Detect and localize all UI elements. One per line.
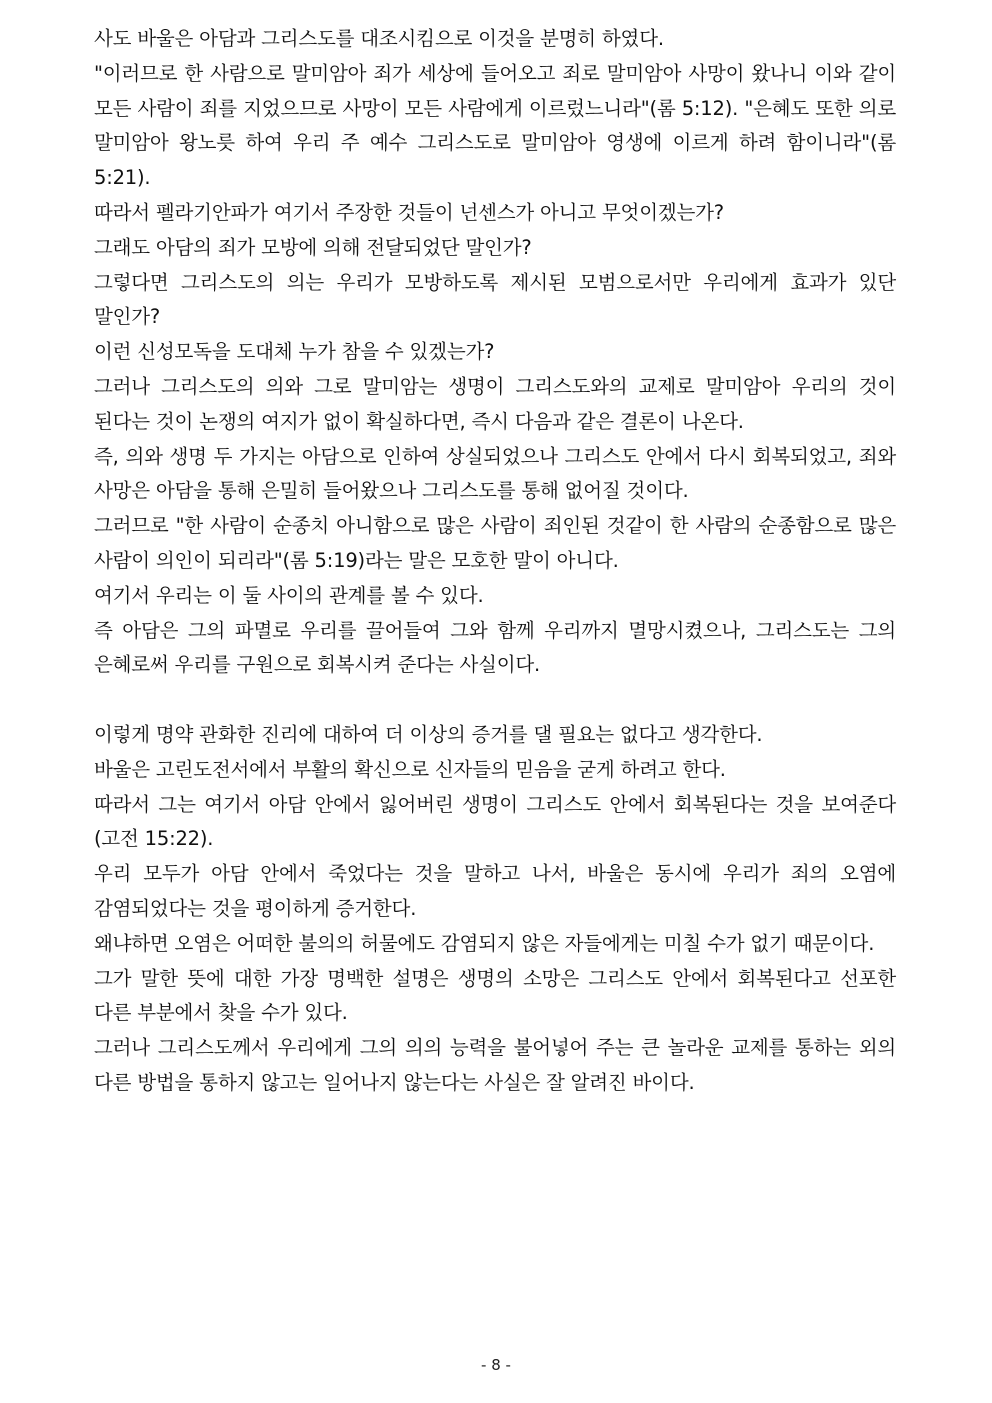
paragraph: 그러므로 "한 사람이 순종치 아니함으로 많은 사람이 죄인된 것같이 한 사람의 순종함으로 많은 사람이 의인이 되리라"(롬 5:19)라는 말은 모호한 말이 아니다. xyxy=(94,514,896,572)
paragraph: "이러므로 한 사람으로 말미암아 죄가 세상에 들어오고 죄로 말미암아 사망이 왔나니 이와 같이 모든 사람이 죄를 지었으므로 사망이 모든 사람에게 이르렀느니라"(롬 5:12). "은혜도 또한 의로 말미암아 왕노릇 하여 우리 주 예수 그리스도로 말미암아 영생에 이르게 하려 함이니라"(롬 5:21). xyxy=(94,61,896,190)
paragraph: 그러나 그리스도께서 우리에게 그의 의의 능력을 불어넣어 주는 큰 놀라운 교제를 통하는 외의 다른 방법을 통하지 않고는 일어나지 않는다는 사실은 잘 알려진 바이다. xyxy=(94,1036,896,1094)
paragraph: 즉 아담은 그의 파멸로 우리를 끌어들여 그와 함께 우리까지 멸망시켰으나, 그리스도는 그의 은혜로써 우리를 구원으로 회복시켜 준다는 사실이다. xyxy=(94,618,896,677)
blank-line xyxy=(94,683,896,718)
paragraph: 사도 바울은 아담과 그리스도를 대조시킴으로 이것을 분명히 하였다. xyxy=(94,27,664,50)
paragraph: 이런 신성모독을 도대체 누가 참을 수 있겠는가? xyxy=(94,340,495,364)
paragraph: 따라서 그는 여기서 아담 안에서 잃어버린 생명이 그리스도 안에서 회복된다는 것을 보여준다(고전 15:22). xyxy=(94,792,896,851)
paragraph: 우리 모두가 아담 안에서 죽었다는 것을 말하고 나서, 바울은 동시에 우리가 죄의 오염에 감염되었다는 것을 평이하게 증거한다. xyxy=(94,862,896,920)
paragraph: 그렇다면 그리스도의 의는 우리가 모방하도록 제시된 모범으로서만 우리에게 효과가 있단 말인가? xyxy=(94,270,896,329)
document-body xyxy=(94,22,896,1101)
paragraph: 따라서 펠라기안파가 여기서 주장한 것들이 넌센스가 아니고 무엇이겠는가? xyxy=(94,200,724,224)
paragraph: 왜냐하면 오염은 어떠한 불의의 허물에도 감염되지 않은 자들에게는 미칠 수가 없기 때문이다. xyxy=(94,931,875,955)
paragraph: 그가 말한 뜻에 대한 가장 명백한 설명은 생명의 소망은 그리스도 안에서 회복된다고 선포한 다른 부분에서 찾을 수가 있다. xyxy=(94,966,896,1025)
page-number: - 8 - xyxy=(481,1356,511,1374)
paragraph: 이렇게 명약 관화한 진리에 대하여 더 이상의 증거를 댈 필요는 없다고 생각한다. xyxy=(94,722,763,746)
paragraph: 여기서 우리는 이 둘 사이의 관계를 볼 수 있다. xyxy=(94,583,484,607)
paragraph: 그래도 아담의 죄가 모방에 의해 전달되었단 말인가? xyxy=(94,235,532,259)
paragraph: 즉, 의와 생명 두 가지는 아담으로 인하여 상실되었으나 그리스도 안에서 다시 회복되었고, 죄와 사망은 아담을 통해 은밀히 들어왔으나 그리스도를 통해 없어질 것이다. xyxy=(94,444,896,503)
paragraph: 그러나 그리스도의 의와 그로 말미암는 생명이 그리스도와의 교제로 말미암아 우리의 것이 된다는 것이 논쟁의 여지가 없이 확실하다면, 즉시 다음과 같은 결론이 나온다. xyxy=(94,374,896,433)
paragraph: 바울은 고린도전서에서 부활의 확신으로 신자들의 믿음을 굳게 하려고 한다. xyxy=(94,757,726,781)
